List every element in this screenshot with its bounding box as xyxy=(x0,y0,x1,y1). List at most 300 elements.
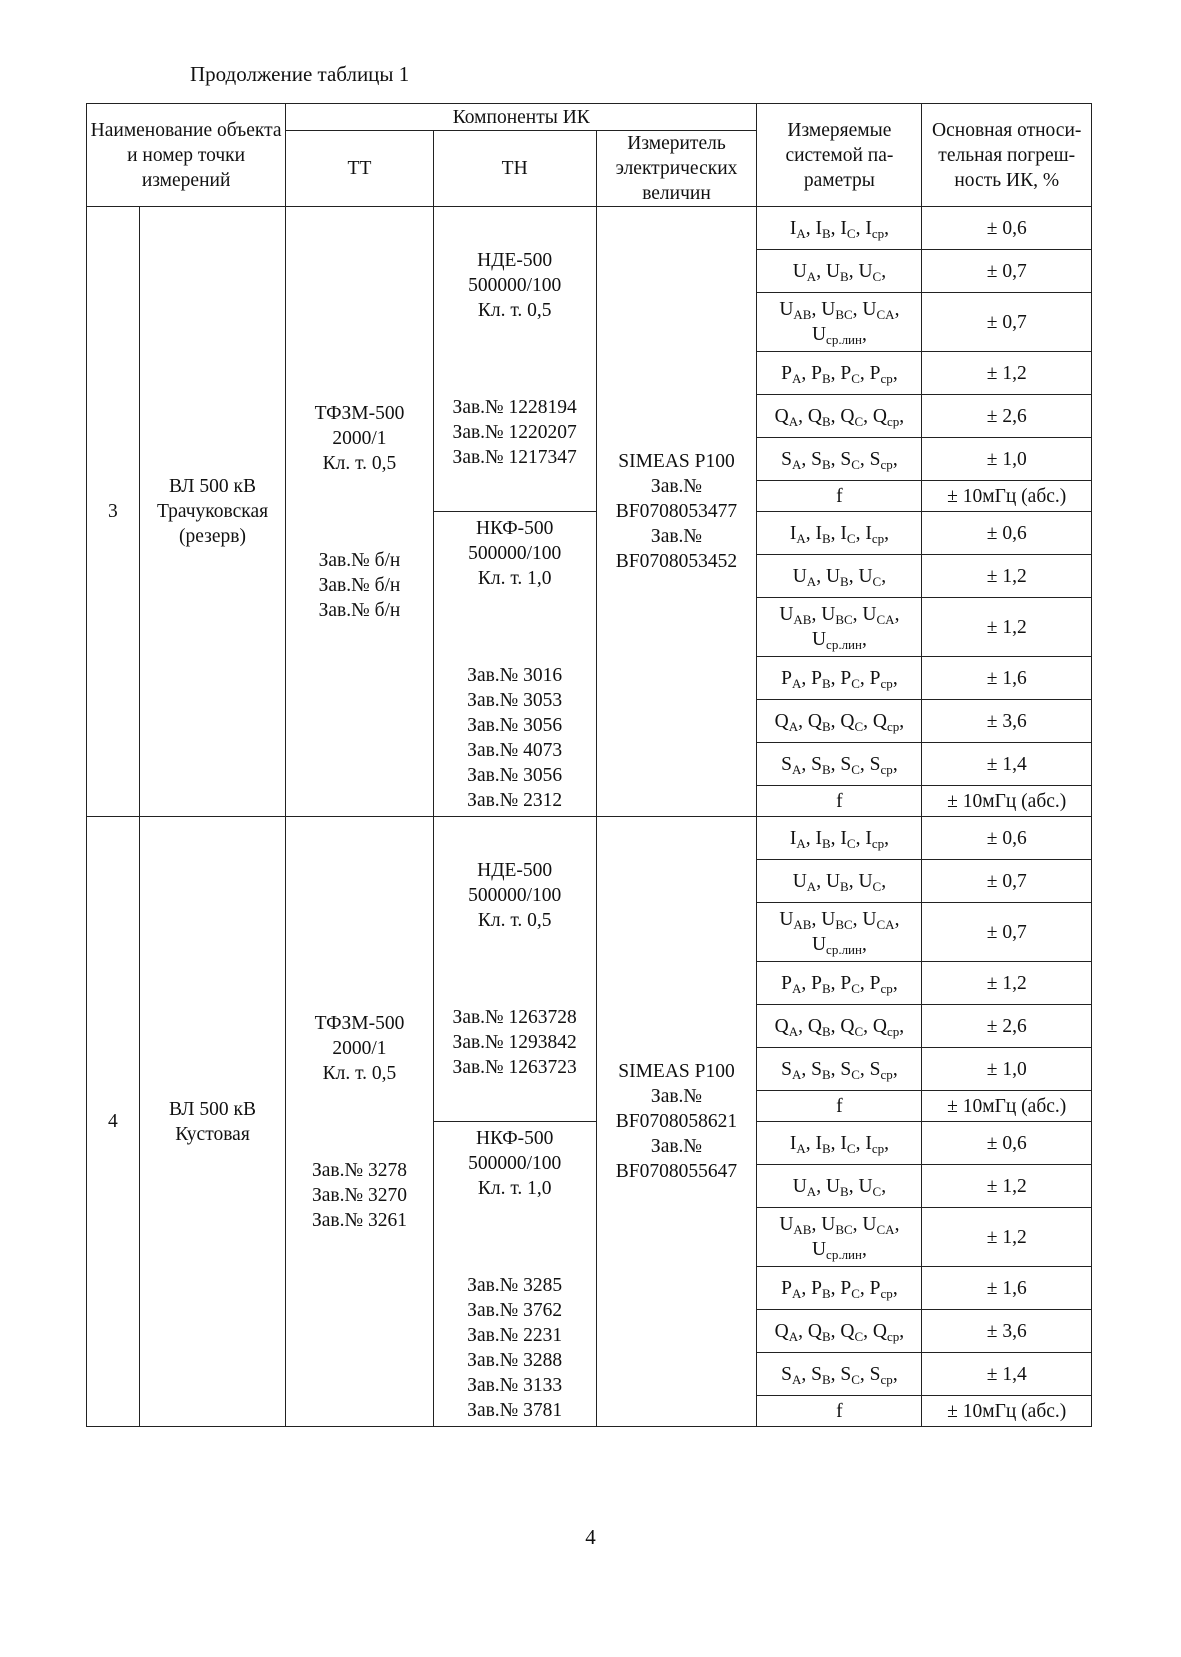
param-symbol: P xyxy=(811,362,822,384)
param-cell xyxy=(757,817,922,860)
subscript: ср.лин xyxy=(826,637,862,652)
param-cell xyxy=(757,438,922,481)
param-separator: , xyxy=(892,1058,898,1080)
param-symbol: P xyxy=(869,972,881,994)
cell-line: НДЕ-500 xyxy=(477,860,553,881)
param-separator: , xyxy=(892,753,898,775)
param-symbol: I xyxy=(789,827,797,849)
param-separator: , xyxy=(859,667,870,689)
subscript: A xyxy=(791,761,802,777)
cell-line: НДЕ-500 xyxy=(477,250,553,271)
param-separator: , xyxy=(894,299,900,320)
param-separator: , xyxy=(830,405,841,427)
param-symbol: S xyxy=(811,1058,822,1080)
param-separator: , xyxy=(830,1058,841,1080)
subscript: C xyxy=(846,1140,856,1156)
cell-line: Зав.№ 3056 xyxy=(467,714,563,736)
error-cell: ± 0,7 xyxy=(922,860,1092,903)
param-separator: , xyxy=(884,217,889,239)
param-symbol: S xyxy=(811,1363,822,1385)
param-separator: , xyxy=(899,710,905,732)
cell-line: Зав.№ 3288 xyxy=(467,1349,563,1371)
param-symbol: f xyxy=(836,790,843,812)
param-symbol: I xyxy=(840,522,847,544)
param-separator: , xyxy=(848,1175,859,1197)
subscript: BC xyxy=(835,917,853,932)
cell-line: BF0708053477 xyxy=(615,501,738,522)
param-symbol: Q xyxy=(840,405,855,427)
param-symbol: Q xyxy=(872,1015,887,1037)
cell-line: BF0708053452 xyxy=(615,551,738,572)
cell-line: ВЛ 500 кВ xyxy=(169,1098,257,1120)
param-symbol: U xyxy=(858,260,873,282)
param-symbol: P xyxy=(781,972,792,994)
error-cell: ± 1,4 xyxy=(922,1353,1092,1396)
subscript: C xyxy=(846,225,856,241)
error-cell: ± 1,2 xyxy=(922,555,1092,598)
param-symbol: P xyxy=(840,362,852,384)
param-symbol: I xyxy=(865,522,872,544)
subscript: A xyxy=(791,1066,802,1082)
cell-line: SIMEAS P100 xyxy=(618,1061,735,1082)
error-cell: ± 1,6 xyxy=(922,657,1092,700)
param-cell xyxy=(757,207,922,250)
param-separator: , xyxy=(805,217,816,239)
param-separator: , xyxy=(848,260,859,282)
subscript: CA xyxy=(876,1222,895,1237)
page-number: 4 xyxy=(585,1525,596,1549)
subscript: ср xyxy=(880,675,893,691)
param-separator: , xyxy=(859,448,870,470)
param-separator: , xyxy=(861,934,867,955)
subscript: ср xyxy=(880,456,893,472)
param-cell xyxy=(757,1165,922,1208)
subscript: AB xyxy=(793,307,812,322)
param-cell xyxy=(757,352,922,395)
param-symbol: S xyxy=(869,448,881,470)
cell-line: BF0708058621 xyxy=(615,1111,738,1132)
param-symbol: P xyxy=(781,362,792,384)
param-symbol: U xyxy=(821,1214,836,1235)
subscript: ср.лин xyxy=(826,942,862,957)
param-separator: , xyxy=(859,1058,870,1080)
cell-line: Кл. т. 0,5 xyxy=(477,300,552,321)
subscript: CA xyxy=(876,612,895,627)
subscript: B xyxy=(821,980,831,996)
cell-line: Зав.№ 3133 xyxy=(467,1374,563,1396)
param-separator: , xyxy=(892,972,898,994)
subscript: B xyxy=(821,1066,831,1082)
object-name xyxy=(139,207,285,817)
subscript: B xyxy=(821,1285,831,1301)
param-separator: , xyxy=(811,604,822,625)
error-cell: ± 10мГц (абс.) xyxy=(922,786,1092,817)
cell-line: ТФЗМ-500 xyxy=(314,1012,405,1034)
param-separator: , xyxy=(805,1132,816,1154)
param-symbol: P xyxy=(840,1277,852,1299)
header-components: Компоненты ИК xyxy=(286,104,757,131)
param-symbol: U xyxy=(862,909,877,930)
param-symbol: U xyxy=(792,260,807,282)
param-symbol: Q xyxy=(840,1015,855,1037)
subscript: CA xyxy=(876,917,895,932)
cell-line: Кл. т. 0,5 xyxy=(477,910,552,931)
param-separator: , xyxy=(830,1132,841,1154)
param-cell xyxy=(757,293,922,352)
param-separator: , xyxy=(830,448,841,470)
param-cell xyxy=(757,1048,922,1091)
error-cell: ± 1,0 xyxy=(922,1048,1092,1091)
subscript: BC xyxy=(835,307,853,322)
param-separator: , xyxy=(830,827,841,849)
error-cell: ± 1,2 xyxy=(922,1208,1092,1267)
param-symbol: S xyxy=(869,1058,881,1080)
error-cell: ± 0,7 xyxy=(922,903,1092,962)
cell-line: 500000/100 xyxy=(468,542,562,564)
cell-line: Зав.№ 1220207 xyxy=(452,422,577,443)
param-separator: , xyxy=(830,667,841,689)
subscript: A xyxy=(791,1285,802,1301)
param-separator: , xyxy=(816,870,826,892)
param-separator: , xyxy=(861,629,867,650)
subscript: C xyxy=(851,370,860,386)
param-separator: , xyxy=(863,710,873,732)
subscript: A xyxy=(788,1023,799,1039)
error-cell: ± 0,7 xyxy=(922,250,1092,293)
tn-cell-2 xyxy=(433,1122,596,1427)
param-symbol: U xyxy=(858,870,873,892)
param-symbol: I xyxy=(789,217,797,239)
param-symbol: Q xyxy=(807,1015,822,1037)
param-separator: , xyxy=(798,710,808,732)
param-symbol: P xyxy=(869,667,881,689)
subscript: C xyxy=(854,413,864,429)
param-symbol: I xyxy=(789,522,797,544)
subscript: C xyxy=(846,835,856,851)
param-symbol: I xyxy=(815,827,822,849)
param-symbol: U xyxy=(811,1239,827,1260)
param-symbol: S xyxy=(840,448,852,470)
cell-line: НКФ-500 xyxy=(475,517,554,539)
cell-line: Зав.№ 1263723 xyxy=(452,1057,577,1078)
param-separator: , xyxy=(801,1277,812,1299)
subscript: ср xyxy=(880,1285,893,1301)
param-symbol: U xyxy=(821,604,836,625)
error-cell: ± 2,6 xyxy=(922,1005,1092,1048)
error-cell: ± 1,2 xyxy=(922,1165,1092,1208)
subscript: B xyxy=(821,413,831,429)
subscript: C xyxy=(851,761,860,777)
param-symbol: f xyxy=(836,1400,843,1422)
param-symbol: Q xyxy=(774,1015,789,1037)
subscript: AB xyxy=(793,612,812,627)
param-symbol: S xyxy=(781,1363,792,1385)
param-separator: , xyxy=(852,909,863,930)
param-symbol: S xyxy=(840,753,852,775)
param-symbol: I xyxy=(815,1132,822,1154)
param-symbol: U xyxy=(811,324,827,345)
param-cell xyxy=(757,1267,922,1310)
error-cell: ± 1,2 xyxy=(922,598,1092,657)
error-cell: ± 1,0 xyxy=(922,438,1092,481)
cell-line: Зав.№ 3781 xyxy=(467,1399,563,1421)
cell-line: Зав.№ 3762 xyxy=(467,1299,563,1321)
subscript: A xyxy=(806,1183,817,1199)
param-separator: , xyxy=(855,1132,866,1154)
param-symbol: Q xyxy=(807,1320,822,1342)
param-cell xyxy=(757,962,922,1005)
table-row xyxy=(87,817,1092,860)
subscript: A xyxy=(796,835,806,851)
param-separator: , xyxy=(863,405,873,427)
header-meter: Измеритель электрических величин xyxy=(596,131,757,207)
error-cell: ± 2,6 xyxy=(922,395,1092,438)
header-params: Измеряемые системой па-раметры xyxy=(757,104,922,207)
param-cell xyxy=(757,657,922,700)
tt-cell xyxy=(286,207,434,817)
param-separator: , xyxy=(830,710,841,732)
table-caption: Продолжение таблицы 1 xyxy=(190,62,410,86)
param-separator: , xyxy=(852,604,863,625)
param-symbol: S xyxy=(840,1058,852,1080)
param-separator: , xyxy=(801,753,812,775)
param-separator: , xyxy=(881,1175,887,1197)
object-name xyxy=(139,817,285,1427)
subscript: A xyxy=(796,530,806,546)
param-separator: , xyxy=(830,362,841,384)
subscript: C xyxy=(851,1285,860,1301)
param-separator: , xyxy=(830,1277,841,1299)
subscript: B xyxy=(821,718,831,734)
subscript: B xyxy=(821,1023,831,1039)
param-separator: , xyxy=(861,1239,867,1260)
cell-line: 2000/1 xyxy=(332,427,387,449)
header-name: Наименование объекта и номер точки измерений xyxy=(87,104,286,207)
param-separator: , xyxy=(816,1175,826,1197)
param-symbol: Q xyxy=(774,1320,789,1342)
param-separator: , xyxy=(884,1132,889,1154)
error-cell: ± 1,4 xyxy=(922,743,1092,786)
param-cell xyxy=(757,1353,922,1396)
error-cell: ± 0,6 xyxy=(922,207,1092,250)
cell-line: Трачуковская xyxy=(156,501,269,522)
cell-line: Зав.№ б/н xyxy=(318,549,401,571)
tn-cell-1 xyxy=(433,207,596,512)
cell-line: Зав.№ 3285 xyxy=(467,1274,563,1296)
cell-line: НКФ-500 xyxy=(475,1127,554,1149)
param-separator: , xyxy=(801,1363,812,1385)
cell-line: Зав.№ 2312 xyxy=(467,789,563,811)
param-separator: , xyxy=(855,217,866,239)
param-symbol: I xyxy=(840,827,847,849)
subscript: A xyxy=(791,675,802,691)
param-symbol: U xyxy=(825,260,841,282)
error-cell: ± 3,6 xyxy=(922,700,1092,743)
cell-line: Зав.№ 3261 xyxy=(311,1209,407,1231)
param-symbol: U xyxy=(862,1214,877,1235)
cell-line: Зав.№ 3278 xyxy=(311,1159,407,1181)
subscript: ср xyxy=(871,835,885,851)
subscript: A xyxy=(788,1328,799,1344)
param-separator: , xyxy=(852,299,863,320)
measurement-table xyxy=(86,103,1092,1427)
param-symbol: Q xyxy=(872,710,887,732)
cell-line: Кл. т. 0,5 xyxy=(322,1062,397,1084)
param-symbol: S xyxy=(781,753,792,775)
param-separator: , xyxy=(801,972,812,994)
cell-line: Зав.№ xyxy=(650,1136,703,1157)
param-symbol: U xyxy=(825,1175,841,1197)
point-number: 4 xyxy=(87,817,140,1427)
subscript: C xyxy=(872,268,882,284)
subscript: B xyxy=(821,456,831,472)
param-separator: , xyxy=(830,522,841,544)
param-symbol: S xyxy=(869,753,881,775)
subscript: C xyxy=(872,1183,882,1199)
cell-line: 500000/100 xyxy=(468,885,562,906)
param-separator: , xyxy=(859,753,870,775)
param-separator: , xyxy=(830,753,841,775)
param-symbol: Q xyxy=(840,710,855,732)
param-symbol: U xyxy=(825,870,841,892)
cell-line: Зав.№ 1217347 xyxy=(452,447,577,468)
cell-line: Зав.№ 1263728 xyxy=(452,1007,577,1028)
cell-line: 500000/100 xyxy=(468,275,562,296)
param-symbol: U xyxy=(811,629,827,650)
param-separator: , xyxy=(859,1363,870,1385)
subscript: A xyxy=(791,980,802,996)
cell-line: Зав.№ 1228194 xyxy=(452,397,577,418)
param-separator: , xyxy=(881,565,887,587)
subscript: C xyxy=(872,878,882,894)
param-cell xyxy=(757,786,922,817)
subscript: C xyxy=(851,980,860,996)
subscript: B xyxy=(821,370,831,386)
param-symbol: I xyxy=(865,1132,872,1154)
error-cell: ± 10мГц (абс.) xyxy=(922,1091,1092,1122)
cell-line: Зав.№ 3016 xyxy=(467,664,563,686)
param-symbol: I xyxy=(815,217,822,239)
param-symbol: I xyxy=(840,217,847,239)
subscript: B xyxy=(821,225,831,241)
param-separator: , xyxy=(899,1015,905,1037)
meter-cell xyxy=(596,817,757,1427)
cell-line: 2000/1 xyxy=(332,1037,387,1059)
subscript: BC xyxy=(835,612,853,627)
subscript: B xyxy=(821,675,831,691)
param-separator: , xyxy=(899,405,905,427)
cell-line: Кустовая xyxy=(175,1123,250,1145)
param-symbol: U xyxy=(779,299,794,320)
subscript: A xyxy=(806,878,817,894)
subscript: ср xyxy=(871,530,885,546)
subscript: ср xyxy=(880,1066,893,1082)
param-separator: , xyxy=(863,1320,873,1342)
subscript: A xyxy=(806,573,817,589)
param-separator: , xyxy=(830,1015,841,1037)
param-separator: , xyxy=(855,522,866,544)
param-separator: , xyxy=(848,870,859,892)
param-separator: , xyxy=(863,1015,873,1037)
param-symbol: P xyxy=(811,972,822,994)
param-separator: , xyxy=(852,1214,863,1235)
subscript: C xyxy=(872,573,882,589)
param-symbol: Q xyxy=(807,405,822,427)
error-cell: ± 10мГц (абс.) xyxy=(922,481,1092,512)
param-separator: , xyxy=(881,260,887,282)
param-symbol: U xyxy=(792,1175,807,1197)
point-number: 3 xyxy=(87,207,140,817)
cell-line: Зав.№ 3053 xyxy=(467,689,563,711)
error-cell: ± 0,7 xyxy=(922,293,1092,352)
meter-cell xyxy=(596,207,757,817)
param-symbol: U xyxy=(779,1214,794,1235)
cell-line: Зав.№ 3056 xyxy=(467,764,563,786)
param-symbol: I xyxy=(865,217,872,239)
param-cell xyxy=(757,1091,922,1122)
subscript: ср xyxy=(871,1140,885,1156)
param-separator: , xyxy=(894,1214,900,1235)
param-symbol: U xyxy=(858,565,873,587)
subscript: B xyxy=(821,530,831,546)
param-symbol: U xyxy=(825,565,841,587)
subscript: CA xyxy=(876,307,895,322)
subscript: AB xyxy=(793,917,812,932)
subscript: B xyxy=(840,573,849,589)
subscript: ср xyxy=(887,1328,900,1344)
error-cell: ± 1,2 xyxy=(922,352,1092,395)
header-error: Основная относи-тельная погреш-ность ИК, % xyxy=(922,104,1092,207)
param-separator: , xyxy=(884,522,889,544)
param-cell xyxy=(757,700,922,743)
param-separator: , xyxy=(859,1277,870,1299)
param-cell xyxy=(757,395,922,438)
param-symbol: S xyxy=(869,1363,881,1385)
param-symbol: U xyxy=(779,604,794,625)
param-cell xyxy=(757,512,922,555)
cell-line: (резерв) xyxy=(179,526,246,547)
param-cell xyxy=(757,555,922,598)
cell-line: Кл. т. 1,0 xyxy=(477,1177,552,1199)
param-symbol: P xyxy=(811,1277,822,1299)
cell-line: Зав.№ 3270 xyxy=(311,1184,407,1206)
param-symbol: U xyxy=(792,870,807,892)
param-symbol: I xyxy=(815,522,822,544)
error-cell: ± 0,6 xyxy=(922,817,1092,860)
param-separator: , xyxy=(892,1363,898,1385)
subscript: ср xyxy=(880,761,893,777)
param-symbol: Q xyxy=(774,405,789,427)
cell-line: Зав.№ xyxy=(650,1086,703,1107)
subscript: ср xyxy=(880,980,893,996)
param-separator: , xyxy=(830,1320,841,1342)
param-separator: , xyxy=(892,448,898,470)
param-separator: , xyxy=(855,827,866,849)
subscript: C xyxy=(854,1023,864,1039)
error-cell: ± 10мГц (абс.) xyxy=(922,1396,1092,1427)
param-symbol: U xyxy=(862,604,877,625)
tn-cell-1 xyxy=(433,817,596,1122)
param-symbol: f xyxy=(836,485,843,507)
error-cell: ± 0,6 xyxy=(922,512,1092,555)
subscript: B xyxy=(840,878,849,894)
param-cell xyxy=(757,1208,922,1267)
param-separator: , xyxy=(805,522,816,544)
param-separator: , xyxy=(830,972,841,994)
param-separator: , xyxy=(811,299,822,320)
subscript: ср xyxy=(880,1371,893,1387)
table-row xyxy=(87,207,1092,250)
